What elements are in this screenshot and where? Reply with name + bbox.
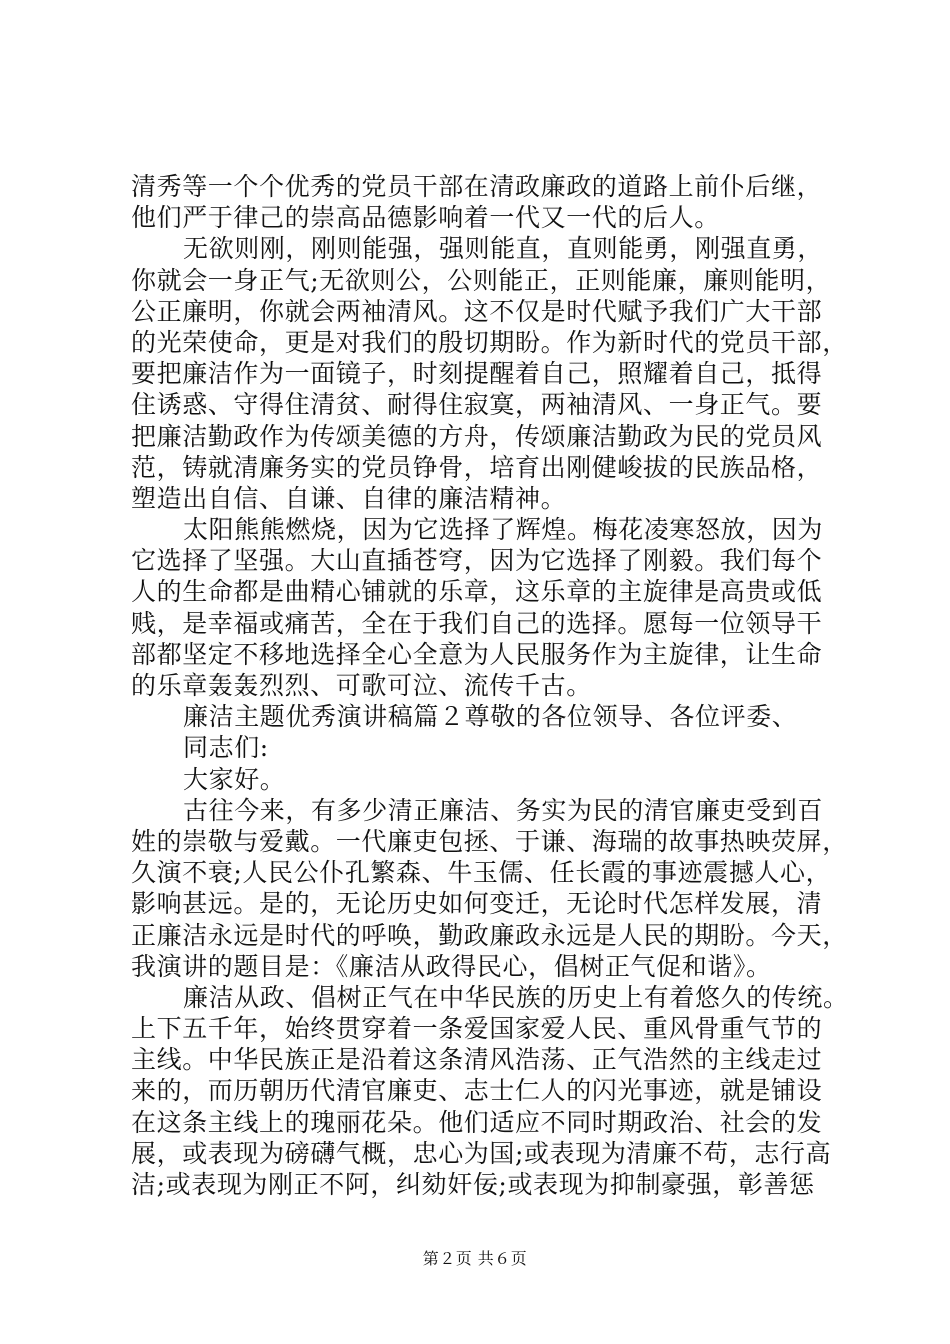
text-line: 姓的崇敬与爱戴。一代廉吏包拯、于谦、海瑞的故事热映荧屏， — [131, 826, 848, 856]
text-line: 无欲则刚，刚则能强，强则能直，直则能勇，刚强直勇， — [183, 234, 824, 264]
text-line: 的光荣使命，更是对我们的殷切期盼。作为新时代的党员干部， — [131, 327, 848, 357]
text-line: 洁;或表现为刚正不阿，纠劾奸佞;或表现为抑制豪强，彰善惩 — [131, 1170, 815, 1199]
text-line: 廉洁从政、倡树正气在中华民族的历史上有着悠久的传统。 — [183, 982, 849, 1012]
text-line: 人的生命都是曲精心铺就的乐章，这乐章的主旋律是高贵或低 — [131, 577, 823, 607]
text-line: 太阳熊熊燃烧，因为它选择了辉煌。梅花凌寒怒放，因为 — [183, 515, 824, 545]
text-line: 在这条主线上的瑰丽花朵。他们适应不同时期政治、社会的发 — [131, 1107, 823, 1137]
text-line: 来的，而历朝历代清官廉吏、志士仁人的闪光事迹，就是铺设 — [131, 1076, 823, 1106]
document-body — [131, 171, 849, 1200]
text-line: 我演讲的题目是：《廉洁从政得民心，倡树正气促和谐》。 — [131, 951, 772, 981]
text-line: 廉洁主题优秀演讲稿篇２尊敬的各位领导、各位评委、 — [183, 702, 798, 732]
text-line: 展，或表现为磅礴气概，忠心为国;或表现为清廉不苟，志行高 — [131, 1138, 832, 1168]
text-line: 同志们: — [183, 733, 269, 763]
text-line: 部都坚定不移地选择全心全意为人民服务作为主旋律，让生命 — [131, 639, 823, 669]
text-line: 正廉洁永远是时代的呼唤，勤政廉政永远是人民的期盼。今天， — [131, 920, 848, 950]
page-footer: 第２页 共６页 — [422, 1249, 528, 1268]
text-line: 的乐章轰轰烈烈、可歌可泣、流传千古。 — [131, 671, 592, 700]
text-line: 主线。中华民族正是沿着这条清风浩荡、正气浩然的主线走过 — [131, 1045, 823, 1075]
text-line: 久演不衰;人民公仆孔繁森、牛玉儒、任长霞的事迹震撼人心， — [131, 858, 832, 888]
text-line: 上下五千年，始终贯穿着一条爱国家爱人民、重风骨重气节的 — [131, 1014, 823, 1044]
text-line: 影响甚远。是的，无论历史如何变迁，无论时代怎样发展，清 — [131, 889, 823, 919]
text-line: 古往今来，有多少清正廉洁、务实为民的清官廉吏受到百 — [183, 795, 824, 825]
text-line: 他们严于律己的崇高品德影响着一代又一代的后人。 — [131, 203, 720, 233]
text-line: 清秀等一个个优秀的党员干部在清政廉政的道路上前仆后继， — [131, 172, 823, 201]
text-line: 要把廉洁作为一面镜子，时刻提醒着自己，照耀着自己，抵得 — [131, 359, 823, 389]
text-line: 贱，是幸福或痛苦，全在于我们自己的选择。愿每一位领导干 — [131, 608, 823, 638]
text-line: 住诱惑、守得住清贫、耐得住寂寞，两袖清风、一身正气。要 — [131, 390, 823, 420]
text-line: 它选择了坚强。大山直插苍穹，因为它选择了刚毅。我们每个 — [131, 546, 823, 576]
text-line: 把廉洁勤政作为传颂美德的方舟，传颂廉洁勤政为民的党员风 — [131, 421, 823, 451]
text-line: 范，铸就清廉务实的党员铮骨，培育出刚健峻拔的民族品格， — [131, 452, 823, 482]
text-line: 塑造出自信、自谦、自律的廉洁精神。 — [131, 483, 567, 513]
text-line: 公正廉明，你就会两袖清风。这不仅是时代赋予我们广大干部 — [131, 296, 823, 326]
text-line: 你就会一身正气;无欲则公，公则能正，正则能廉，廉则能明， — [131, 265, 832, 295]
text-line: 大家好。 — [183, 764, 286, 794]
